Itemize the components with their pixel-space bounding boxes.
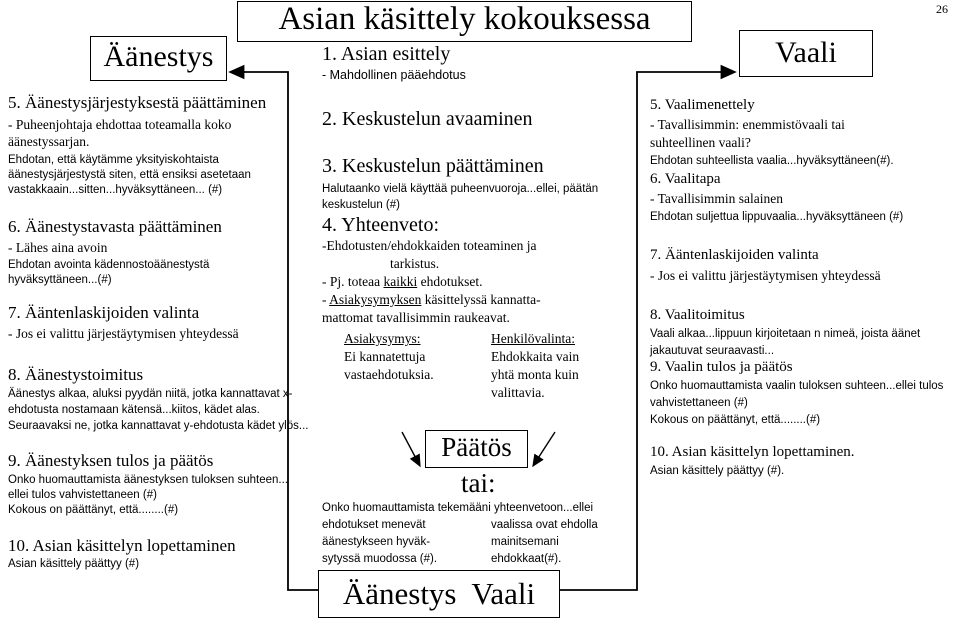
right-s10-line: Asian käsittely päättyy (#).: [650, 465, 785, 477]
left-s10-title: 10. Asian käsittelyn lopettaminen: [8, 536, 236, 555]
col2-heading: Henkilövalinta:: [491, 331, 575, 346]
left-s5-line: vastakkaain...sitten...hyväksyttäneen... (#): [8, 184, 223, 196]
right-s10-title: 10. Asian käsittelyn lopettaminen.: [650, 444, 855, 460]
left-s6-line: - Lähes aina avoin: [8, 240, 108, 255]
left-s10-line: Asian käsittely päättyy (#): [8, 558, 140, 570]
right-s6-title: 6. Vaalitapa: [650, 171, 721, 187]
arrow-col1-to-decision: [402, 432, 420, 466]
right-s5-line: suhteellinen vaali?: [650, 135, 751, 150]
left-s8-line: ehdotusta nostamaan kätensä...kiitos, kädet alas.: [8, 404, 260, 416]
center-bottom-left: ehdotukset menevät: [322, 519, 426, 531]
col2-line: Ehdokkaita vain: [491, 349, 580, 364]
center-s4-text: -: [322, 292, 330, 307]
center-s2-title: 2. Keskustelun avaaminen: [322, 108, 533, 130]
center-bottom-line: Onko huomauttamista tekemääni yhteenvetoon...ellei: [322, 502, 594, 514]
page-number: 26: [936, 2, 948, 16]
col1-heading: Asiakysymys:: [344, 331, 421, 346]
center-s4-emphasis: Asiakysymyksen: [329, 292, 422, 307]
left-s5-title: 5. Äänestysjärjestyksestä päättäminen: [8, 93, 267, 112]
center-bottom-right: vaalissa ovat ehdolla: [491, 519, 598, 531]
decision-or: tai:: [461, 468, 496, 498]
main-title-box: [237, 1, 692, 42]
center-bottom-left: sytyssä muodossa (#).: [322, 553, 438, 565]
right-s7-title: 7. Ääntenlaskijoiden valinta: [650, 247, 819, 263]
aanestys-title: Äänestys: [103, 40, 214, 73]
left-s9-title: 9. Äänestyksen tulos ja päätös: [8, 451, 214, 470]
bottom-choice-box: [318, 570, 560, 618]
center-s4-text: ehdotukset.: [417, 274, 483, 289]
right-s9-title: 9. Vaalin tulos ja päätös: [650, 359, 793, 375]
arrow-to-aanestys: [230, 72, 318, 590]
right-s9-line: Onko huomauttamista vaalin tuloksen suhteen...ellei tulos: [650, 380, 944, 392]
left-s5-line: äänestyssarjan.: [8, 134, 90, 149]
decision-box: [425, 430, 528, 468]
left-s9-line: ellei tulos vahvistettaneen (#): [8, 489, 157, 501]
left-s8-line: Seuraavaksi ne, jotka kannattavat y-ehdotusta kädet ylös...: [8, 420, 309, 432]
left-s5-line: - Puheenjohtaja ehdottaa toteamalla koko: [8, 117, 232, 132]
right-s6-line: Ehdotan suljettua lippuvaalia...hyväksyttäneen (#): [650, 211, 904, 223]
left-s7-title: 7. Ääntenlaskijoiden valinta: [8, 303, 200, 322]
right-s7-line: - Jos ei valittu järjestäytymisen yhteydessä: [650, 268, 881, 283]
arrow-col2-to-decision: [533, 432, 555, 466]
center-s4-line: tarkistus.: [390, 256, 440, 271]
right-s5-line: - Tavallisimmin: enemmistövaali tai: [650, 117, 845, 132]
left-s6-line: Ehdotan avointa kädennostoäänestystä: [8, 259, 210, 271]
center-s1-title: 1. Asian esittely: [322, 43, 451, 65]
left-s8-line: Äänestys alkaa, aluksi pyydän niitä, jotka kannattavat x-: [8, 388, 293, 400]
col1-line: Ei kannatettuja: [344, 349, 426, 364]
center-s4-text: käsittelyssä kannatta-: [421, 292, 541, 307]
vaali-title: Vaali: [775, 36, 837, 69]
center-s4-title: 4. Yhteenveto:: [322, 214, 440, 236]
left-s5-line: äänestysjärjestystä siten, että ensiksi asetetaan: [8, 169, 251, 181]
left-s8-title: 8. Äänestystoimitus: [8, 365, 144, 384]
center-s3-title: 3. Keskustelun päättäminen: [322, 155, 544, 177]
right-s8-line: Vaali alkaa...lippuun kirjoitetaan n nimeä, joista äänet: [650, 328, 921, 340]
right-s8-line: jakautuvat seuraavasti...: [650, 345, 775, 357]
center-s4-emphasis: kaikki: [383, 274, 418, 289]
right-s9-line: vahvistettaneen (#): [650, 397, 748, 409]
right-s6-line: - Tavallisimmin salainen: [650, 191, 784, 206]
right-s8-title: 8. Vaalitoimitus: [650, 307, 745, 323]
center-s3-line: Halutaanko vielä käyttää puheenvuoroja...ellei, päätän: [322, 183, 599, 195]
center-s4-line-summary: [322, 274, 482, 290]
vaali-title-box: [739, 30, 873, 77]
left-s6-line: hyväksyttäneen...(#): [8, 274, 112, 286]
left-s9-line: Onko huomauttamista äänestyksen tuloksen suhteen...: [8, 474, 288, 486]
col2-line: yhtä monta kuin: [491, 367, 579, 382]
right-s5-line: Ehdotan suhteellista vaalia...hyväksyttäneen(#).: [650, 155, 894, 167]
center-bottom-right: ehdokkaat(#).: [491, 553, 562, 565]
right-s9-line: Kokous on päättänyt, että........(#): [650, 414, 821, 426]
left-s6-title: 6. Äänestystavasta päättäminen: [8, 217, 222, 236]
left-s5-line: Ehdotan, että käytämme yksityiskohtaista: [8, 154, 219, 166]
decision-title: Päätös: [441, 432, 512, 462]
col1-line: vastaehdotuksia.: [344, 367, 434, 382]
center-bottom-right: mainitsemani: [491, 536, 559, 548]
center-s1-line: - Mahdollinen pääehdotus: [322, 68, 466, 82]
center-s4-line: -Ehdotusten/ehdokkaiden toteaminen ja: [322, 238, 537, 253]
center-s4-line: mattomat tavallisimmin raukeavat.: [322, 310, 510, 325]
center-s4-text: - Pj. toteaa: [322, 274, 384, 289]
center-s3-line: keskustelun (#): [322, 199, 400, 211]
left-s7-line: - Jos ei valittu järjestäytymisen yhteydessä: [8, 326, 239, 341]
aanestys-title-box: [90, 36, 227, 81]
right-s5-title: 5. Vaalimenettely: [650, 97, 755, 113]
col2-line: valittavia.: [491, 385, 545, 400]
main-title: Asian käsittely kokouksessa: [278, 1, 651, 37]
left-s9-line: Kokous on päättänyt, että........(#): [8, 504, 179, 516]
bottom-choice-text: Äänestys Vaali: [342, 576, 536, 611]
center-bottom-left: äänestykseen hyväk-: [322, 536, 431, 548]
center-s4-line-subject: [322, 292, 541, 308]
